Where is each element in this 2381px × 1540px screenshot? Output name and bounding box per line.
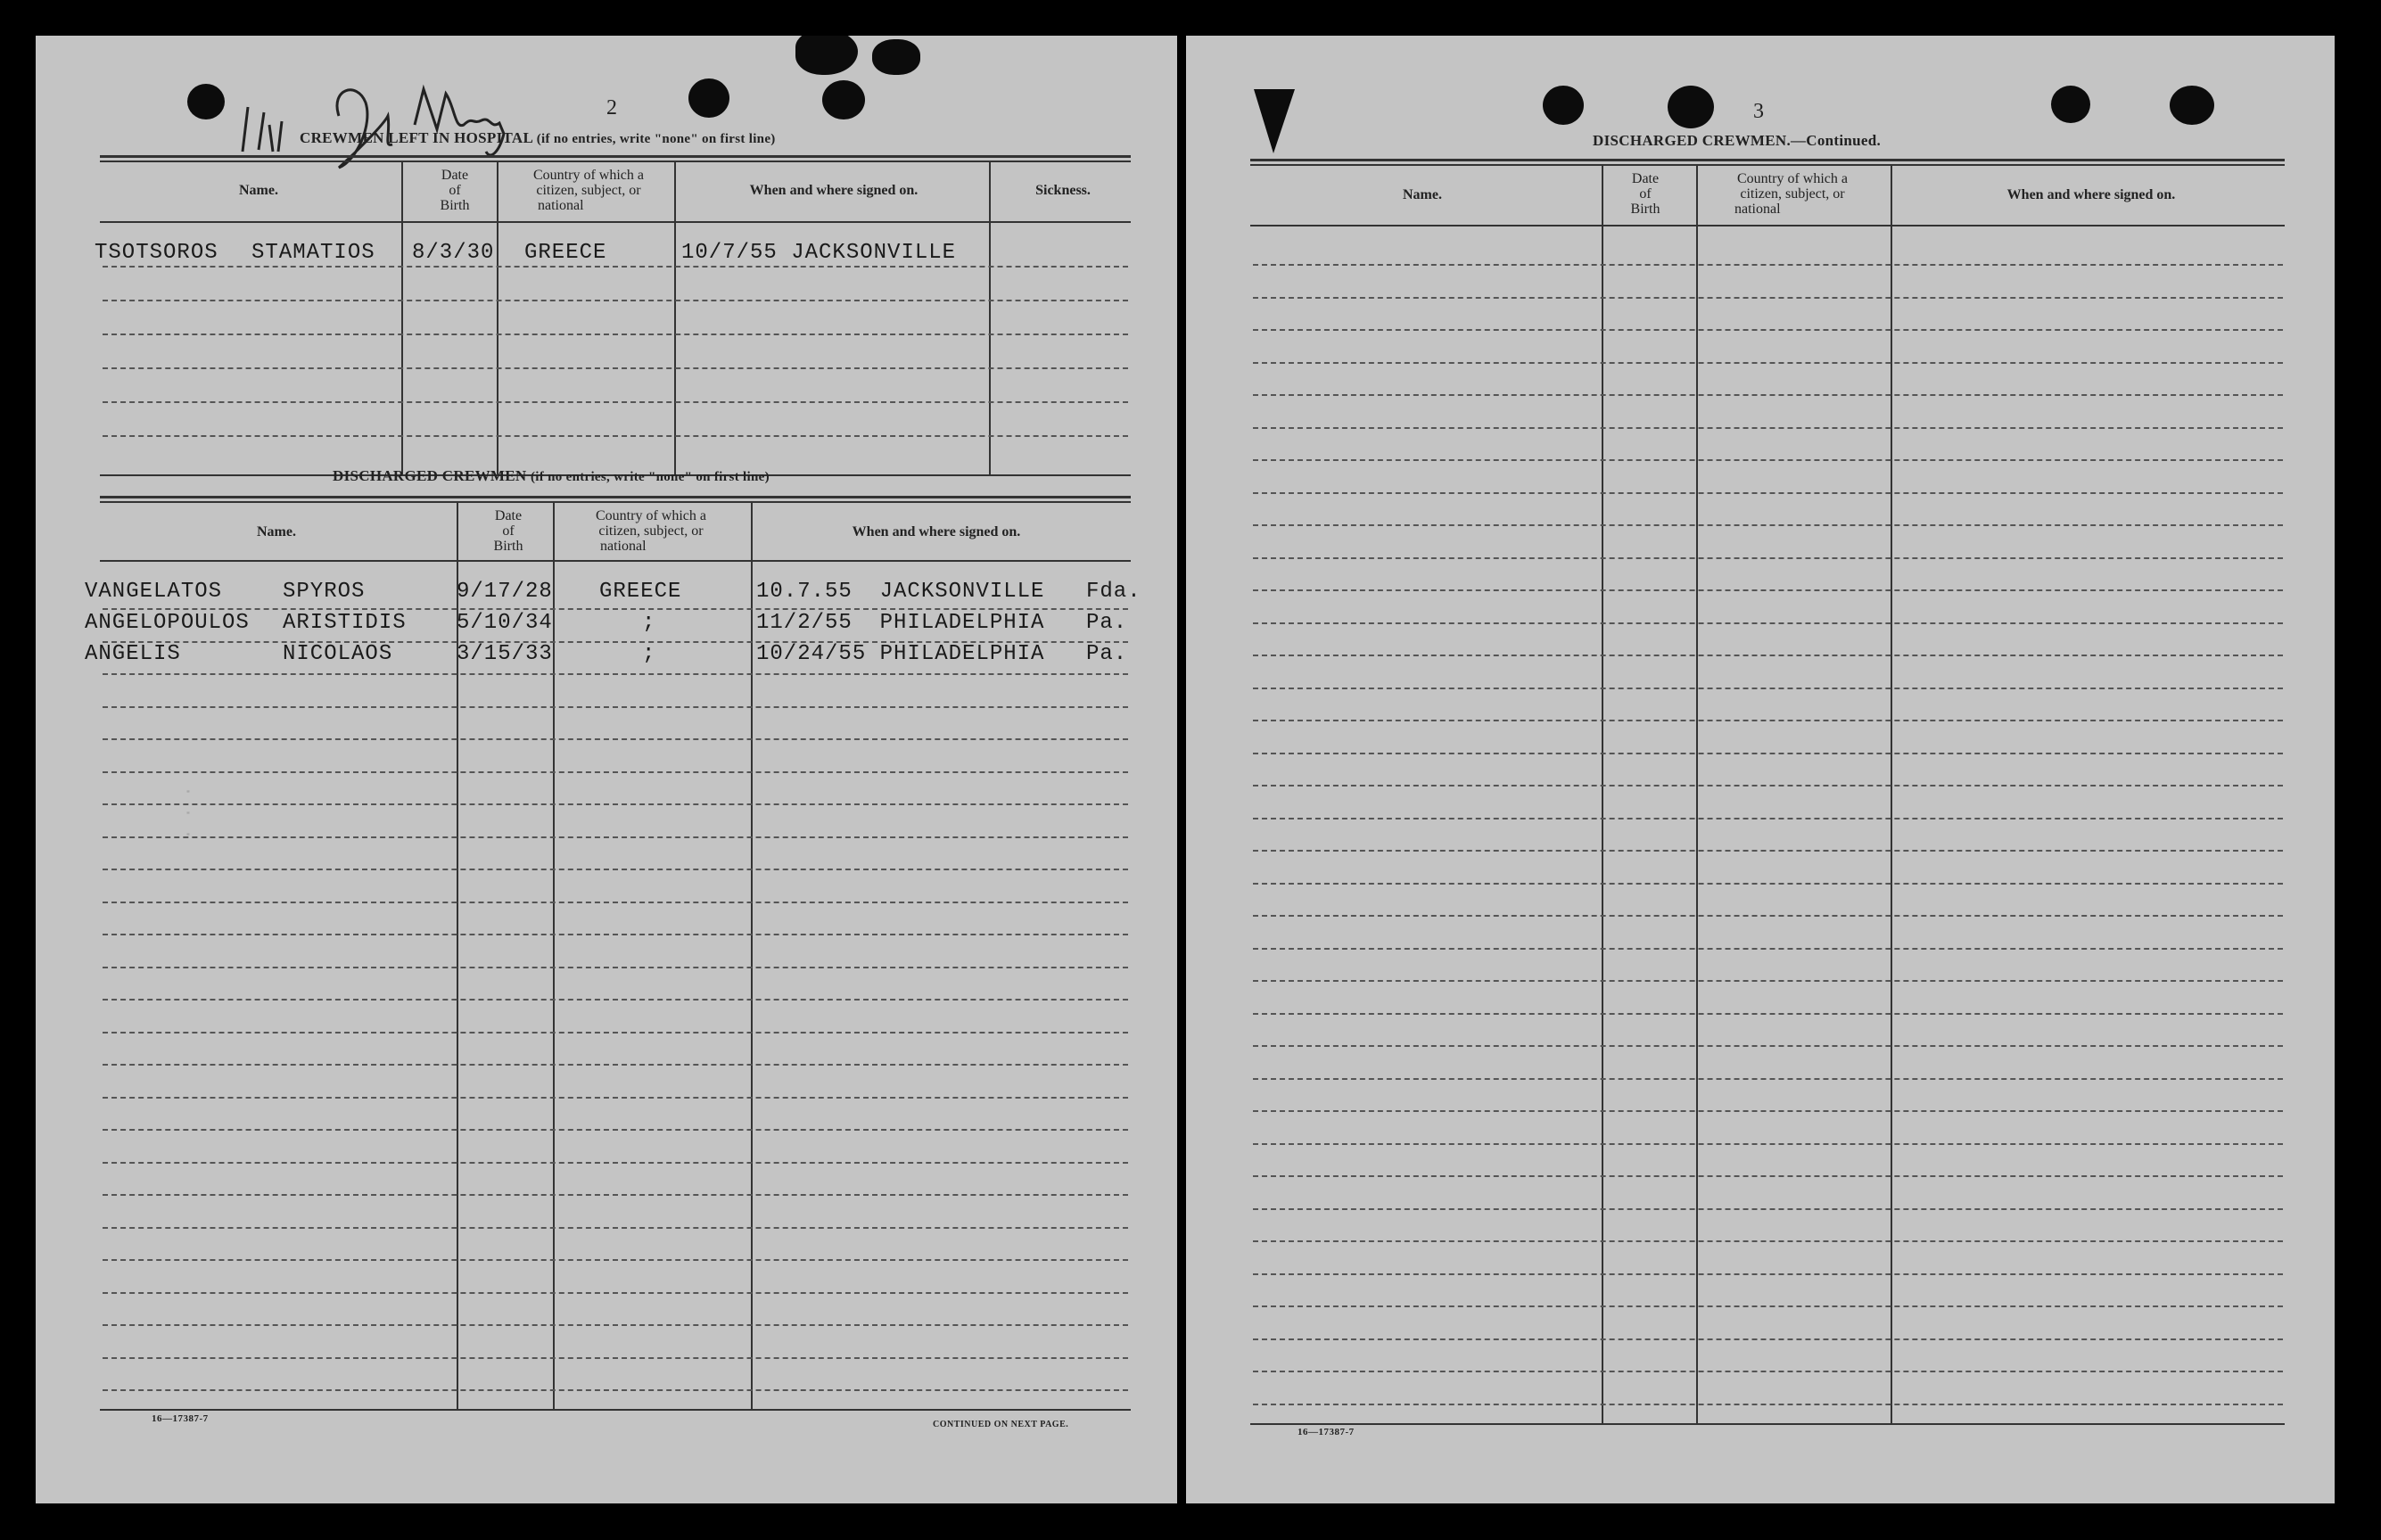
country-line-3: national <box>538 198 584 213</box>
hospital-col-when-where: When and where signed on. <box>749 183 919 198</box>
hospital-row-line <box>103 266 1128 268</box>
ruled-line <box>103 1162 1128 1164</box>
ruled-line <box>103 1129 1128 1131</box>
right-divider <box>1891 164 1892 1423</box>
ruled-line <box>1253 1110 2283 1112</box>
triangle-mark <box>1254 89 1295 153</box>
ruled-line <box>1253 1305 2283 1307</box>
hospital-header-rule <box>100 221 1131 223</box>
discharged-row-given: SPYROS <box>283 580 366 604</box>
right-divider <box>1696 164 1698 1423</box>
ruled-line <box>1253 1240 2283 1242</box>
ruled-line <box>1253 785 2283 786</box>
ruled-line <box>103 902 1128 903</box>
dob-line-1: Date <box>1631 171 1660 186</box>
hospital-row-country: GREECE <box>524 241 607 265</box>
hospital-col-dob <box>410 168 499 213</box>
ruled-line <box>1253 459 2283 461</box>
right-top-rule-2 <box>1250 164 2285 166</box>
hospital-col-country <box>504 168 673 213</box>
ruled-line <box>103 836 1128 838</box>
discharged-divider <box>553 501 555 1409</box>
hospital-instruction: (if no entries, write "none" on first line) <box>536 132 776 146</box>
country-line-3: national <box>600 539 647 554</box>
ruled-line <box>103 1097 1128 1099</box>
ruled-line <box>1253 1078 2283 1080</box>
faint-stamp-mark: · · · <box>177 786 198 840</box>
left-page <box>36 36 1177 1503</box>
punch-hole <box>688 78 729 118</box>
discharged-row-given: ARISTIDIS <box>283 611 407 635</box>
discharged-row-signed: 10.7.55 JACKSONVILLE <box>756 580 1045 604</box>
ruled-line <box>1253 1338 2283 1340</box>
form-number: 16—17387-7 <box>1298 1427 1355 1437</box>
page-number: 3 <box>1753 100 1764 123</box>
ruled-line <box>1253 818 2283 819</box>
ruled-line <box>1253 297 2283 299</box>
discharged-row-state: Fda. <box>1086 580 1141 604</box>
discharged-title-text: DISCHARGED CREWMEN <box>333 467 527 484</box>
ruled-line <box>103 967 1128 968</box>
discharged-instruction: (if no entries, write "none" on first line) <box>531 470 770 484</box>
discharged-bottom-rule <box>100 1409 1131 1411</box>
discharged-row-signed: 11/2/55 PHILADELPHIA <box>756 611 1045 635</box>
hospital-divider <box>401 161 403 476</box>
country-line-1: Country of which a <box>596 508 706 523</box>
hospital-row-line <box>103 401 1128 403</box>
ruled-line <box>1253 948 2283 950</box>
country-line-1: Country of which a <box>533 168 644 183</box>
country-line-2: citizen, subject, or <box>536 183 641 198</box>
ruled-line <box>103 999 1128 1001</box>
punch-hole <box>822 80 865 119</box>
discharged-row-surname: ANGELIS <box>85 642 181 666</box>
ruled-line <box>1253 264 2283 266</box>
hospital-row-given: STAMATIOS <box>251 241 375 265</box>
ruled-line <box>1253 915 2283 917</box>
ruled-line <box>103 1259 1128 1261</box>
discharged-section-title <box>333 467 770 485</box>
ruled-line <box>1253 655 2283 656</box>
ruled-line <box>103 869 1128 870</box>
discharged-row-country: ; <box>642 611 656 635</box>
discharged-row-dob: 5/10/34 <box>457 611 553 635</box>
ruled-line <box>1253 362 2283 364</box>
dob-line-2: of <box>1639 186 1652 202</box>
ruled-line <box>103 1194 1128 1196</box>
dob-line-1: Date <box>494 508 523 523</box>
discharged-divider <box>457 501 458 1409</box>
ruled-line <box>1253 980 2283 982</box>
ruled-line <box>1253 394 2283 396</box>
ruled-line <box>1253 1143 2283 1145</box>
ruled-line <box>103 1357 1128 1359</box>
right-col-name: Name. <box>1403 187 1442 202</box>
right-col-when-where: When and where signed on. <box>2006 187 2176 202</box>
ruled-line <box>1253 524 2283 526</box>
hospital-col-name: Name. <box>239 183 278 198</box>
hospital-top-rule <box>100 155 1131 158</box>
page-number: 2 <box>606 96 617 119</box>
ruled-line <box>1253 427 2283 429</box>
ruled-line <box>103 934 1128 935</box>
hospital-row-signed: 10/7/55 JACKSONVILLE <box>681 241 957 265</box>
discharged-row-state: Pa. <box>1086 642 1128 666</box>
ruled-line <box>103 1227 1128 1229</box>
torn-mark <box>795 36 858 75</box>
dob-line-1: Date <box>441 168 469 183</box>
ruled-line <box>1253 492 2283 494</box>
right-col-country <box>1699 171 1886 217</box>
hospital-row-line <box>103 300 1128 301</box>
ruled-line <box>1253 1371 2283 1372</box>
continued-note: CONTINUED ON NEXT PAGE. <box>933 1420 1069 1429</box>
ruled-line <box>103 1389 1128 1391</box>
right-header-rule <box>1250 225 2285 226</box>
ruled-line <box>103 673 1128 675</box>
ruled-line <box>1253 1404 2283 1405</box>
ruled-line <box>1253 1045 2283 1047</box>
discharged-row-dob: 9/17/28 <box>457 580 553 604</box>
discharged-col-dob <box>464 508 553 554</box>
punch-hole <box>2170 86 2214 125</box>
ruled-line <box>1253 622 2283 624</box>
hospital-divider <box>674 161 676 476</box>
torn-mark <box>872 39 920 75</box>
hospital-col-sickness: Sickness. <box>1035 183 1091 198</box>
ruled-line <box>103 1064 1128 1066</box>
country-line-2: citizen, subject, or <box>598 523 704 539</box>
hospital-top-rule-2 <box>100 161 1131 162</box>
hospital-title-text: CREWMEN LEFT IN HOSPITAL <box>300 129 533 146</box>
discharged-row-surname: VANGELATOS <box>85 580 223 604</box>
ruled-line <box>103 608 1128 610</box>
punch-hole <box>1668 86 1714 128</box>
right-top-rule <box>1250 159 2285 161</box>
dob-line-3: Birth <box>440 198 470 213</box>
discharged-top-rule-2 <box>100 501 1131 503</box>
form-number: 16—17387-7 <box>152 1413 209 1424</box>
hospital-row-surname: TSOTSOROS <box>95 241 218 265</box>
hospital-row-line <box>103 367 1128 369</box>
hospital-row-line <box>103 334 1128 335</box>
dob-line-2: of <box>502 523 515 539</box>
ruled-line <box>1253 753 2283 754</box>
discharged-top-rule <box>100 496 1131 498</box>
discharged-row-signed: 10/24/55 PHILADELPHIA <box>756 642 1045 666</box>
right-page <box>1186 36 2335 1503</box>
hospital-section-title <box>300 129 776 147</box>
country-line-3: national <box>1734 202 1781 217</box>
ruled-line <box>103 738 1128 740</box>
punch-hole <box>187 84 225 119</box>
discharged-row-country: GREECE <box>599 580 682 604</box>
ruled-line <box>103 771 1128 773</box>
ruled-line <box>1253 557 2283 559</box>
discharged-col-name: Name. <box>257 524 296 539</box>
right-section-title: DISCHARGED CREWMEN.—Continued. <box>1593 132 1882 149</box>
discharged-row-country: ; <box>642 642 656 666</box>
ruled-line <box>1253 720 2283 721</box>
discharged-row-dob: 3/15/33 <box>457 642 553 666</box>
ruled-line <box>1253 1208 2283 1210</box>
hospital-row-dob: 8/3/30 <box>412 241 495 265</box>
discharged-divider <box>751 501 753 1409</box>
right-divider <box>1602 164 1603 1423</box>
country-line-1: Country of which a <box>1737 171 1848 186</box>
punch-hole <box>1543 86 1584 125</box>
discharged-row-given: NICOLAOS <box>283 642 393 666</box>
discharged-row-state: Pa. <box>1086 611 1128 635</box>
ruled-line <box>1253 883 2283 885</box>
ruled-line <box>1253 850 2283 852</box>
ruled-line <box>103 1032 1128 1034</box>
ruled-line <box>1253 1273 2283 1275</box>
hospital-divider <box>989 161 991 476</box>
ruled-line <box>103 1292 1128 1294</box>
hospital-divider <box>497 161 498 476</box>
ruled-line <box>1253 1175 2283 1177</box>
discharged-header-rule <box>100 560 1131 562</box>
punch-hole <box>2051 86 2090 123</box>
ruled-line <box>1253 589 2283 591</box>
ruled-line <box>103 803 1128 805</box>
right-col-dob <box>1601 171 1690 217</box>
discharged-row-surname: ANGELOPOULOS <box>85 611 250 635</box>
right-bottom-rule <box>1250 1423 2285 1425</box>
ruled-line <box>1253 1013 2283 1015</box>
ruled-line <box>103 706 1128 708</box>
dob-line-3: Birth <box>1630 202 1660 217</box>
dob-line-3: Birth <box>493 539 523 554</box>
ruled-line <box>1253 329 2283 331</box>
discharged-col-country <box>557 508 745 554</box>
ruled-line <box>103 1324 1128 1326</box>
dob-line-2: of <box>449 183 461 198</box>
country-line-2: citizen, subject, or <box>1740 186 1845 202</box>
discharged-col-when-where: When and where signed on. <box>852 524 1021 539</box>
hospital-row-line <box>103 435 1128 437</box>
ruled-line <box>1253 688 2283 689</box>
